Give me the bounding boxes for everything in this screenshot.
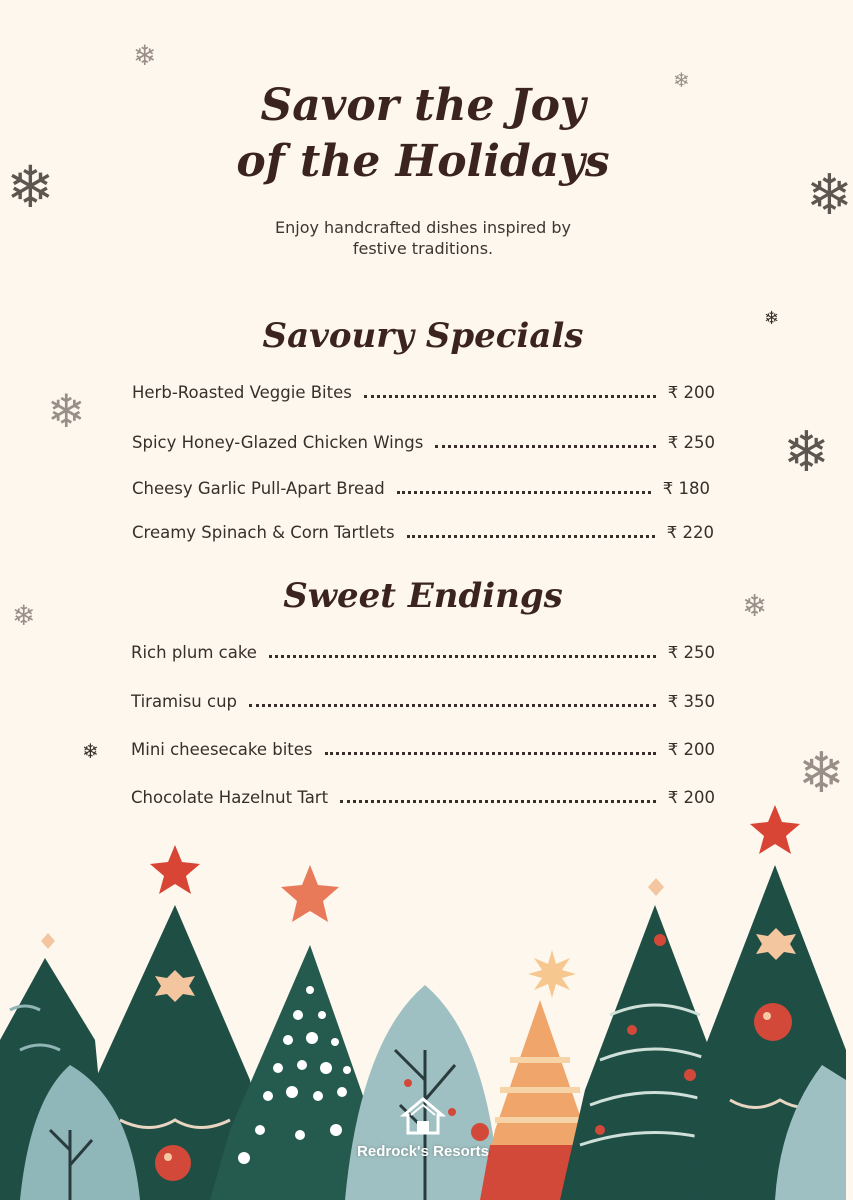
menu-item-price: ₹ 200 xyxy=(667,739,715,759)
menu-item xyxy=(131,688,715,714)
title-line-1: Savor the Joy xyxy=(260,80,586,131)
menu-item-name: Rich plum cake xyxy=(131,642,257,662)
snowflake-icon: ❄ xyxy=(47,384,86,438)
snowflake-icon: ❄ xyxy=(764,308,780,329)
dot-leader xyxy=(364,395,656,398)
menu-item-price: ₹ 220 xyxy=(666,522,714,542)
page-subtitle xyxy=(223,217,623,259)
menu-item xyxy=(132,519,714,545)
snowflake-icon: ❄ xyxy=(673,68,690,92)
menu-item-price: ₹ 200 xyxy=(667,382,715,402)
brand-name: Redrock's Resorts xyxy=(357,1143,489,1160)
subtitle-line-1: Enjoy handcrafted dishes inspired by xyxy=(275,218,571,237)
menu-item xyxy=(131,736,715,762)
menu-item-price: ₹ 250 xyxy=(667,642,715,662)
snowflake-icon: ❄ xyxy=(806,163,853,228)
star-icon xyxy=(150,845,200,894)
menu-item xyxy=(132,475,710,501)
tree-shape xyxy=(345,985,500,1200)
dot-leader xyxy=(269,655,656,658)
menu-item-name: Tiramisu cup xyxy=(131,691,238,711)
star-icon xyxy=(281,865,339,922)
brand-logo xyxy=(340,1097,506,1160)
menu-item-price: ₹ 200 xyxy=(667,787,715,807)
subtitle-line-2: festive traditions. xyxy=(352,239,494,258)
snowflake-icon: ❄ xyxy=(12,599,36,632)
page-title xyxy=(0,78,846,190)
menu-item-price: ₹ 350 xyxy=(667,691,715,711)
dot-leader xyxy=(249,704,656,707)
star-icon xyxy=(750,805,800,854)
snowflake-icon: ❄ xyxy=(798,741,845,806)
snowflake-icon: ❄ xyxy=(742,589,768,624)
snowflake-icon: ❄ xyxy=(133,39,157,72)
section-title-sweet: Sweet Endings xyxy=(283,576,563,616)
menu-item xyxy=(131,639,715,665)
menu-item-price: ₹ 250 xyxy=(667,432,715,452)
snowflake-icon: ❄ xyxy=(783,420,830,485)
menu-item-name: Herb-Roasted Veggie Bites xyxy=(132,382,352,402)
dot-leader xyxy=(325,752,656,755)
section-title-savoury: Savoury Specials xyxy=(262,316,584,356)
snowflake-icon: ❄ xyxy=(6,153,55,221)
menu-item-price: ₹ 180 xyxy=(662,478,710,498)
snowflake-icon: ❄ xyxy=(82,739,99,763)
dot-leader xyxy=(407,535,655,538)
house-icon xyxy=(402,1097,444,1135)
title-line-2: of the Holidays xyxy=(236,136,610,187)
menu-item xyxy=(132,379,715,405)
menu-item-name: Spicy Honey-Glazed Chicken Wings xyxy=(132,432,424,452)
dot-leader xyxy=(397,491,651,494)
dot-leader xyxy=(435,445,655,448)
menu-item-name: Cheesy Garlic Pull-Apart Bread xyxy=(132,478,385,498)
menu-item-name: Mini cheesecake bites xyxy=(131,739,313,759)
menu-item-name: Chocolate Hazelnut Tart xyxy=(131,787,329,807)
menu-item-name: Creamy Spinach & Corn Tartlets xyxy=(132,522,395,542)
menu-item xyxy=(132,429,715,455)
